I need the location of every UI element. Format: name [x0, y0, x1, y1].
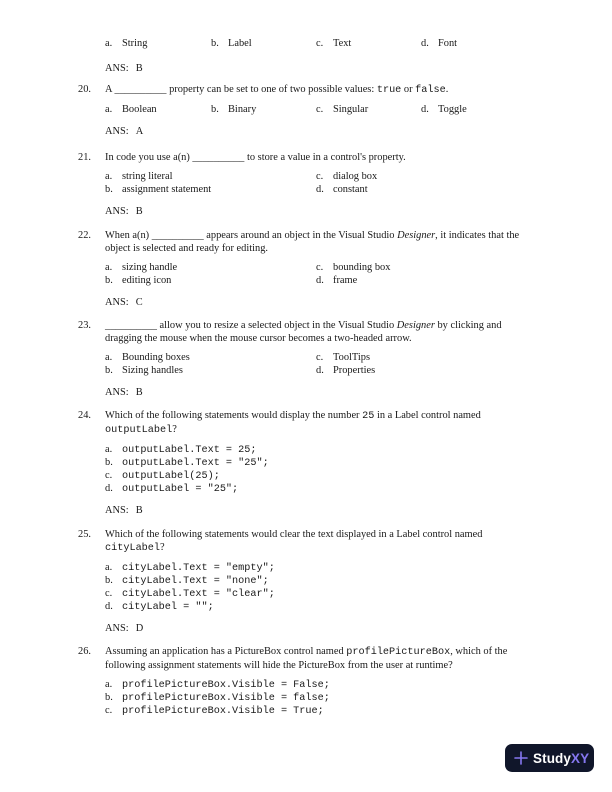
code-option: [105, 678, 564, 691]
question-block: [78, 83, 564, 138]
question-block: [78, 409, 564, 517]
options-group: [78, 103, 564, 116]
option-text: Bounding boxes: [122, 352, 190, 363]
option: [316, 261, 390, 274]
logo-text-xy: XY: [571, 750, 590, 766]
option-row: [78, 183, 564, 196]
answer-line: [105, 622, 564, 635]
question-prompt: [105, 229, 557, 255]
option: [421, 37, 457, 50]
answer-line: [105, 125, 564, 138]
question-number: 25.: [78, 529, 91, 540]
option-letter: c.: [105, 705, 113, 716]
option-row: [78, 364, 564, 377]
option-code-text: profilePictureBox.Visible = False;: [122, 680, 330, 691]
code-option: [105, 587, 564, 600]
option-text: ToolTips: [333, 352, 371, 363]
option-text: Properties: [333, 365, 376, 376]
code-option: [105, 691, 564, 704]
prompt-text: or: [401, 84, 416, 95]
option-text: Text: [333, 38, 352, 49]
option-letter: b.: [105, 457, 113, 468]
option: [316, 351, 370, 364]
options-group: [78, 170, 564, 196]
option-row: [78, 261, 564, 274]
option-text: dialog box: [333, 171, 378, 182]
answer-line: [105, 205, 564, 218]
answer-value: C: [135, 297, 143, 308]
option-letter: c.: [316, 262, 324, 273]
option-letter: c.: [316, 352, 324, 363]
option-row: [78, 351, 564, 364]
option-text: Font: [438, 38, 458, 49]
prompt-text: Which of the following statements would display the number: [105, 410, 363, 421]
question-number: 20.: [78, 84, 91, 95]
option: [105, 37, 147, 50]
option-letter: d.: [421, 38, 429, 49]
option-code-text: cityLabel.Text = "none";: [122, 576, 269, 587]
question-number: 22.: [78, 230, 91, 241]
question-prompt: [105, 528, 557, 555]
prompt-text: Designer: [397, 230, 436, 241]
question-block: [78, 645, 564, 717]
prompt-text: profilePictureBox: [346, 647, 451, 658]
option-text: constant: [333, 184, 368, 195]
question-block: [78, 528, 564, 635]
option-text: bounding box: [333, 262, 391, 273]
question-number: 24.: [78, 410, 91, 421]
option-letter: a.: [105, 562, 113, 573]
answer-label: ANS:: [105, 63, 129, 74]
option-code-text: cityLabel.Text = "empty";: [122, 563, 275, 574]
code-option: [105, 574, 564, 587]
question-number: 21.: [78, 152, 91, 163]
option: [105, 351, 190, 364]
option: [105, 274, 171, 287]
option-letter: d.: [316, 275, 324, 286]
option-letter: c.: [105, 588, 113, 599]
studyxy-logo: [505, 744, 594, 772]
answer-line: [105, 386, 564, 399]
options-group: [78, 443, 564, 495]
code-option: [105, 704, 564, 717]
option-letter: d.: [421, 104, 429, 115]
option-text: frame: [333, 275, 358, 286]
prompt-text: 25: [362, 411, 375, 422]
option-code-text: cityLabel = "";: [122, 602, 214, 613]
answer-label: ANS:: [105, 387, 129, 398]
answer-value: B: [135, 505, 143, 516]
question-block: [78, 151, 564, 218]
option-text: Sizing handles: [122, 365, 183, 376]
option: [316, 183, 368, 196]
option-letter: c.: [316, 171, 324, 182]
code-option: [105, 561, 564, 574]
option: [421, 103, 467, 116]
prompt-text: following assignment statements will hide the PictureBox from the user at runtime?: [105, 660, 453, 671]
option: [211, 103, 256, 116]
answer-value: B: [135, 387, 143, 398]
prompt-text: __________ allow you to resize a selected object in the Visual Studio: [105, 320, 397, 331]
question-number: 26.: [78, 646, 91, 657]
answer-line: [105, 296, 564, 309]
option-row: [78, 274, 564, 287]
prompt-text: ?: [172, 424, 177, 435]
prompt-text: ?: [160, 542, 165, 553]
option-row: [78, 170, 564, 183]
option-letter: a.: [105, 38, 113, 49]
option-letter: a.: [105, 171, 113, 182]
option-text: Label: [228, 38, 252, 49]
option-text: Boolean: [122, 104, 157, 115]
option-letter: b.: [105, 575, 113, 586]
option: [105, 103, 157, 116]
option-text: string literal: [122, 171, 173, 182]
prompt-text: dragging the mouse when the mouse cursor becomes a two-headed arrow.: [105, 333, 412, 344]
option: [316, 37, 351, 50]
prompt-text: cityLabel: [105, 543, 161, 554]
prompt-text: false: [415, 85, 446, 96]
option: [211, 37, 252, 50]
prompt-text: .: [445, 84, 449, 95]
answer-value: A: [135, 126, 144, 137]
prompt-text: In code you use a(n) __________ to store a value in a control's property.: [105, 152, 406, 163]
prompt-text: Which of the following statements would clear the text displayed in a Label control named: [105, 529, 483, 540]
question-block: [78, 37, 564, 75]
plus-icon: [514, 751, 528, 765]
answer-label: ANS:: [105, 505, 129, 516]
code-option: [105, 456, 564, 469]
option-letter: d.: [316, 365, 324, 376]
answer-value: D: [135, 623, 144, 634]
option-letter: c.: [105, 470, 113, 481]
code-option: [105, 482, 564, 495]
option-letter: a.: [105, 679, 113, 690]
option-code-text: outputLabel = "25";: [122, 484, 239, 495]
prompt-text: by clicking and: [434, 320, 502, 331]
prompt-text: true: [376, 85, 402, 96]
prompt-text: When a(n) __________ appears around an object in the Visual Studio: [105, 230, 398, 241]
question-block: [78, 229, 564, 309]
prompt-text: , it indicates that the: [435, 230, 520, 241]
answer-label: ANS:: [105, 206, 129, 217]
options-group: [78, 561, 564, 613]
option-code-text: outputLabel.Text = "25";: [122, 458, 269, 469]
question-prompt: [105, 409, 557, 437]
option: [316, 364, 375, 377]
option-text: String: [122, 38, 148, 49]
prompt-text: outputLabel: [105, 425, 173, 436]
option: [105, 364, 183, 377]
options-group: [78, 678, 564, 717]
option-letter: a.: [105, 262, 113, 273]
option-letter: b.: [105, 692, 113, 703]
option: [105, 170, 173, 183]
answer-value: B: [135, 206, 143, 217]
prompt-text: object is selected and ready for editing.: [105, 243, 269, 254]
option: [316, 274, 357, 287]
option-code-text: profilePictureBox.Visible = false;: [122, 693, 330, 704]
option: [105, 183, 211, 196]
option-letter: a.: [105, 104, 113, 115]
answer-line: [105, 504, 564, 517]
question-block: [78, 319, 564, 399]
prompt-text: Designer: [396, 320, 435, 331]
code-option: [105, 469, 564, 482]
option-letter: b.: [211, 104, 219, 115]
option-code-text: outputLabel.Text = 25;: [122, 445, 257, 456]
options-group: [78, 351, 564, 377]
question-number: 23.: [78, 320, 91, 331]
option-text: sizing handle: [122, 262, 178, 273]
option-letter: d.: [105, 483, 113, 494]
answer-label: ANS:: [105, 297, 129, 308]
prompt-text: , which of the: [450, 646, 508, 657]
option-letter: a.: [105, 444, 113, 455]
option: [316, 170, 377, 183]
option-code-text: outputLabel(25);: [122, 471, 220, 482]
code-option: [105, 600, 564, 613]
option-text: Toggle: [438, 104, 467, 115]
option-letter: b.: [211, 38, 219, 49]
code-option: [105, 443, 564, 456]
option-letter: b.: [105, 184, 113, 195]
options-group: [78, 37, 564, 50]
option-code-text: cityLabel.Text = "clear";: [122, 589, 275, 600]
question-prompt: [105, 151, 557, 164]
answer-label: ANS:: [105, 623, 129, 634]
option-letter: c.: [316, 38, 324, 49]
option: [316, 103, 368, 116]
option-code-text: profilePictureBox.Visible = True;: [122, 706, 324, 717]
option-letter: a.: [105, 352, 113, 363]
question-prompt: [105, 645, 557, 672]
option-text: editing icon: [122, 275, 172, 286]
option-letter: d.: [316, 184, 324, 195]
prompt-text: in a Label control named: [374, 410, 481, 421]
prompt-text: A __________ property can be set to one of two possible values:: [105, 84, 377, 95]
prompt-text: Assuming an application has a PictureBox control named: [105, 646, 347, 657]
option-letter: c.: [316, 104, 324, 115]
question-prompt: [105, 319, 557, 345]
option-text: Singular: [333, 104, 369, 115]
option-text: assignment statement: [122, 184, 212, 195]
answer-label: ANS:: [105, 126, 129, 137]
option-letter: d.: [105, 601, 113, 612]
option: [105, 261, 177, 274]
option-text: Binary: [228, 104, 257, 115]
option-letter: b.: [105, 275, 113, 286]
logo-text-study: Study: [533, 750, 572, 766]
options-group: [78, 261, 564, 287]
question-prompt: [105, 83, 557, 97]
answer-line: [105, 62, 564, 75]
option-letter: b.: [105, 365, 113, 376]
answer-value: B: [135, 63, 143, 74]
